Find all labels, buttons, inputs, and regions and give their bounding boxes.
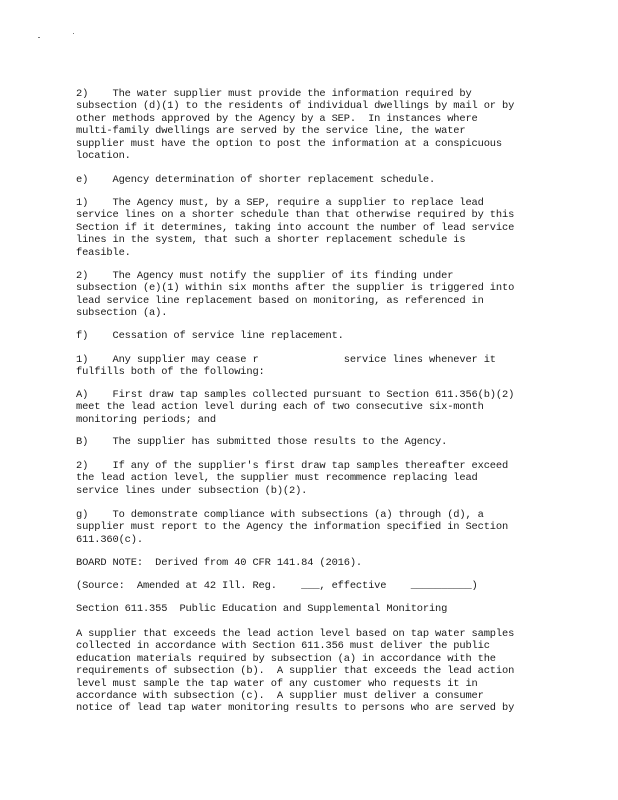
text-line: fulfills both of the following: (76, 366, 265, 379)
para-section-body (76, 628, 546, 715)
text-line: service lines under subsection (b)(2). (76, 484, 308, 497)
para-e1 (76, 197, 546, 259)
scan-speck (38, 37, 40, 38)
para-f1 (76, 354, 546, 379)
para-e-heading (76, 174, 546, 186)
text-line: B) The supplier has submitted those results to the Agency. (76, 436, 448, 448)
text-line: education materials required by subsection (a) in accordance with the (76, 652, 496, 665)
text-line: subsection (d)(1) to the residents of individual dwellings by mail or by (76, 100, 515, 113)
text-line: subsection (a). (76, 307, 168, 320)
para-f-heading (76, 330, 546, 342)
text-line: meet the lead action level during each of two consecutive six-month (76, 401, 484, 414)
text-line: e) Agency determination of shorter replacement schedule. (76, 174, 436, 186)
text-line: other methods approved by the Agency by a SEP. In instances where (76, 112, 478, 125)
text-line: lines in the system, that such a shorter replacement schedule is (76, 234, 466, 247)
text-line: f) Cessation of service line replacement. (76, 330, 344, 342)
board-note (76, 557, 546, 569)
text-line: (Source: Amended at 42 Ill. Reg. ___, effective __________) (76, 580, 478, 592)
text-line: multi-family dwellings are served by the service line, the water (76, 125, 466, 138)
para-e2 (76, 270, 546, 320)
text-line: location. (76, 150, 131, 163)
text-line: service lines on a shorter schedule than that otherwise required by this (76, 209, 515, 222)
text-line: level must sample the tap water of any customer who requests it in (76, 677, 478, 690)
text-line: Section if it determines, taking into account the number of lead service (76, 221, 515, 234)
section-heading (76, 603, 546, 615)
text-line: supplier must have the option to post the information at a conspicuous (76, 137, 502, 150)
text-line: requirements of subsection (b). A supplier that exceeds the lead action (76, 665, 515, 678)
text-line: 2) If any of the supplier's first draw tap samples thereafter exceed (76, 460, 509, 472)
scan-speck (73, 33, 74, 34)
text-line: 2) The water supplier must provide the information required by (76, 88, 472, 100)
text-line: the lead action level, the supplier must recommence replacing lead (76, 472, 478, 485)
text-line: g) To demonstrate compliance with subsections (a) through (d), a (76, 509, 484, 521)
para-f1B (76, 436, 546, 448)
text-line: accordance with subsection (c). A supplier must deliver a consumer (76, 690, 484, 703)
para-d2 (76, 88, 546, 162)
text-line: 611.360(c). (76, 533, 143, 546)
text-line: BOARD NOTE: Derived from 40 CFR 141.84 (2016). (76, 557, 363, 569)
text-line: 2) The Agency must notify the supplier of its finding under (76, 270, 454, 282)
para-g (76, 509, 546, 546)
source-note (76, 580, 546, 592)
text-line: monitoring periods; and (76, 413, 216, 426)
para-f2 (76, 460, 546, 497)
text-line: feasible. (76, 246, 131, 259)
text-line: notice of lead tap water monitoring results to persons who are served by (76, 702, 515, 715)
text-line: A) First draw tap samples collected pursuant to Section 611.356(b)(2) (76, 389, 515, 401)
text-line: collected in accordance with Section 611.356 must deliver the public (76, 640, 490, 653)
para-f1A (76, 389, 546, 426)
text-line: A supplier that exceeds the lead action level based on tap water samples (76, 628, 515, 640)
text-line: supplier must report to the Agency the information specified in Section (76, 521, 509, 534)
text-line: subsection (e)(1) within six months after the supplier is triggered into (76, 282, 515, 295)
text-line: lead service line replacement based on monitoring, as referenced in (76, 294, 484, 307)
text-line: 1) Any supplier may cease r service lines whenever it (76, 354, 496, 366)
text-line: 1) The Agency must, by a SEP, require a supplier to replace lead (76, 197, 484, 209)
text-line: Section 611.355 Public Education and Supplemental Monitoring (76, 603, 448, 615)
